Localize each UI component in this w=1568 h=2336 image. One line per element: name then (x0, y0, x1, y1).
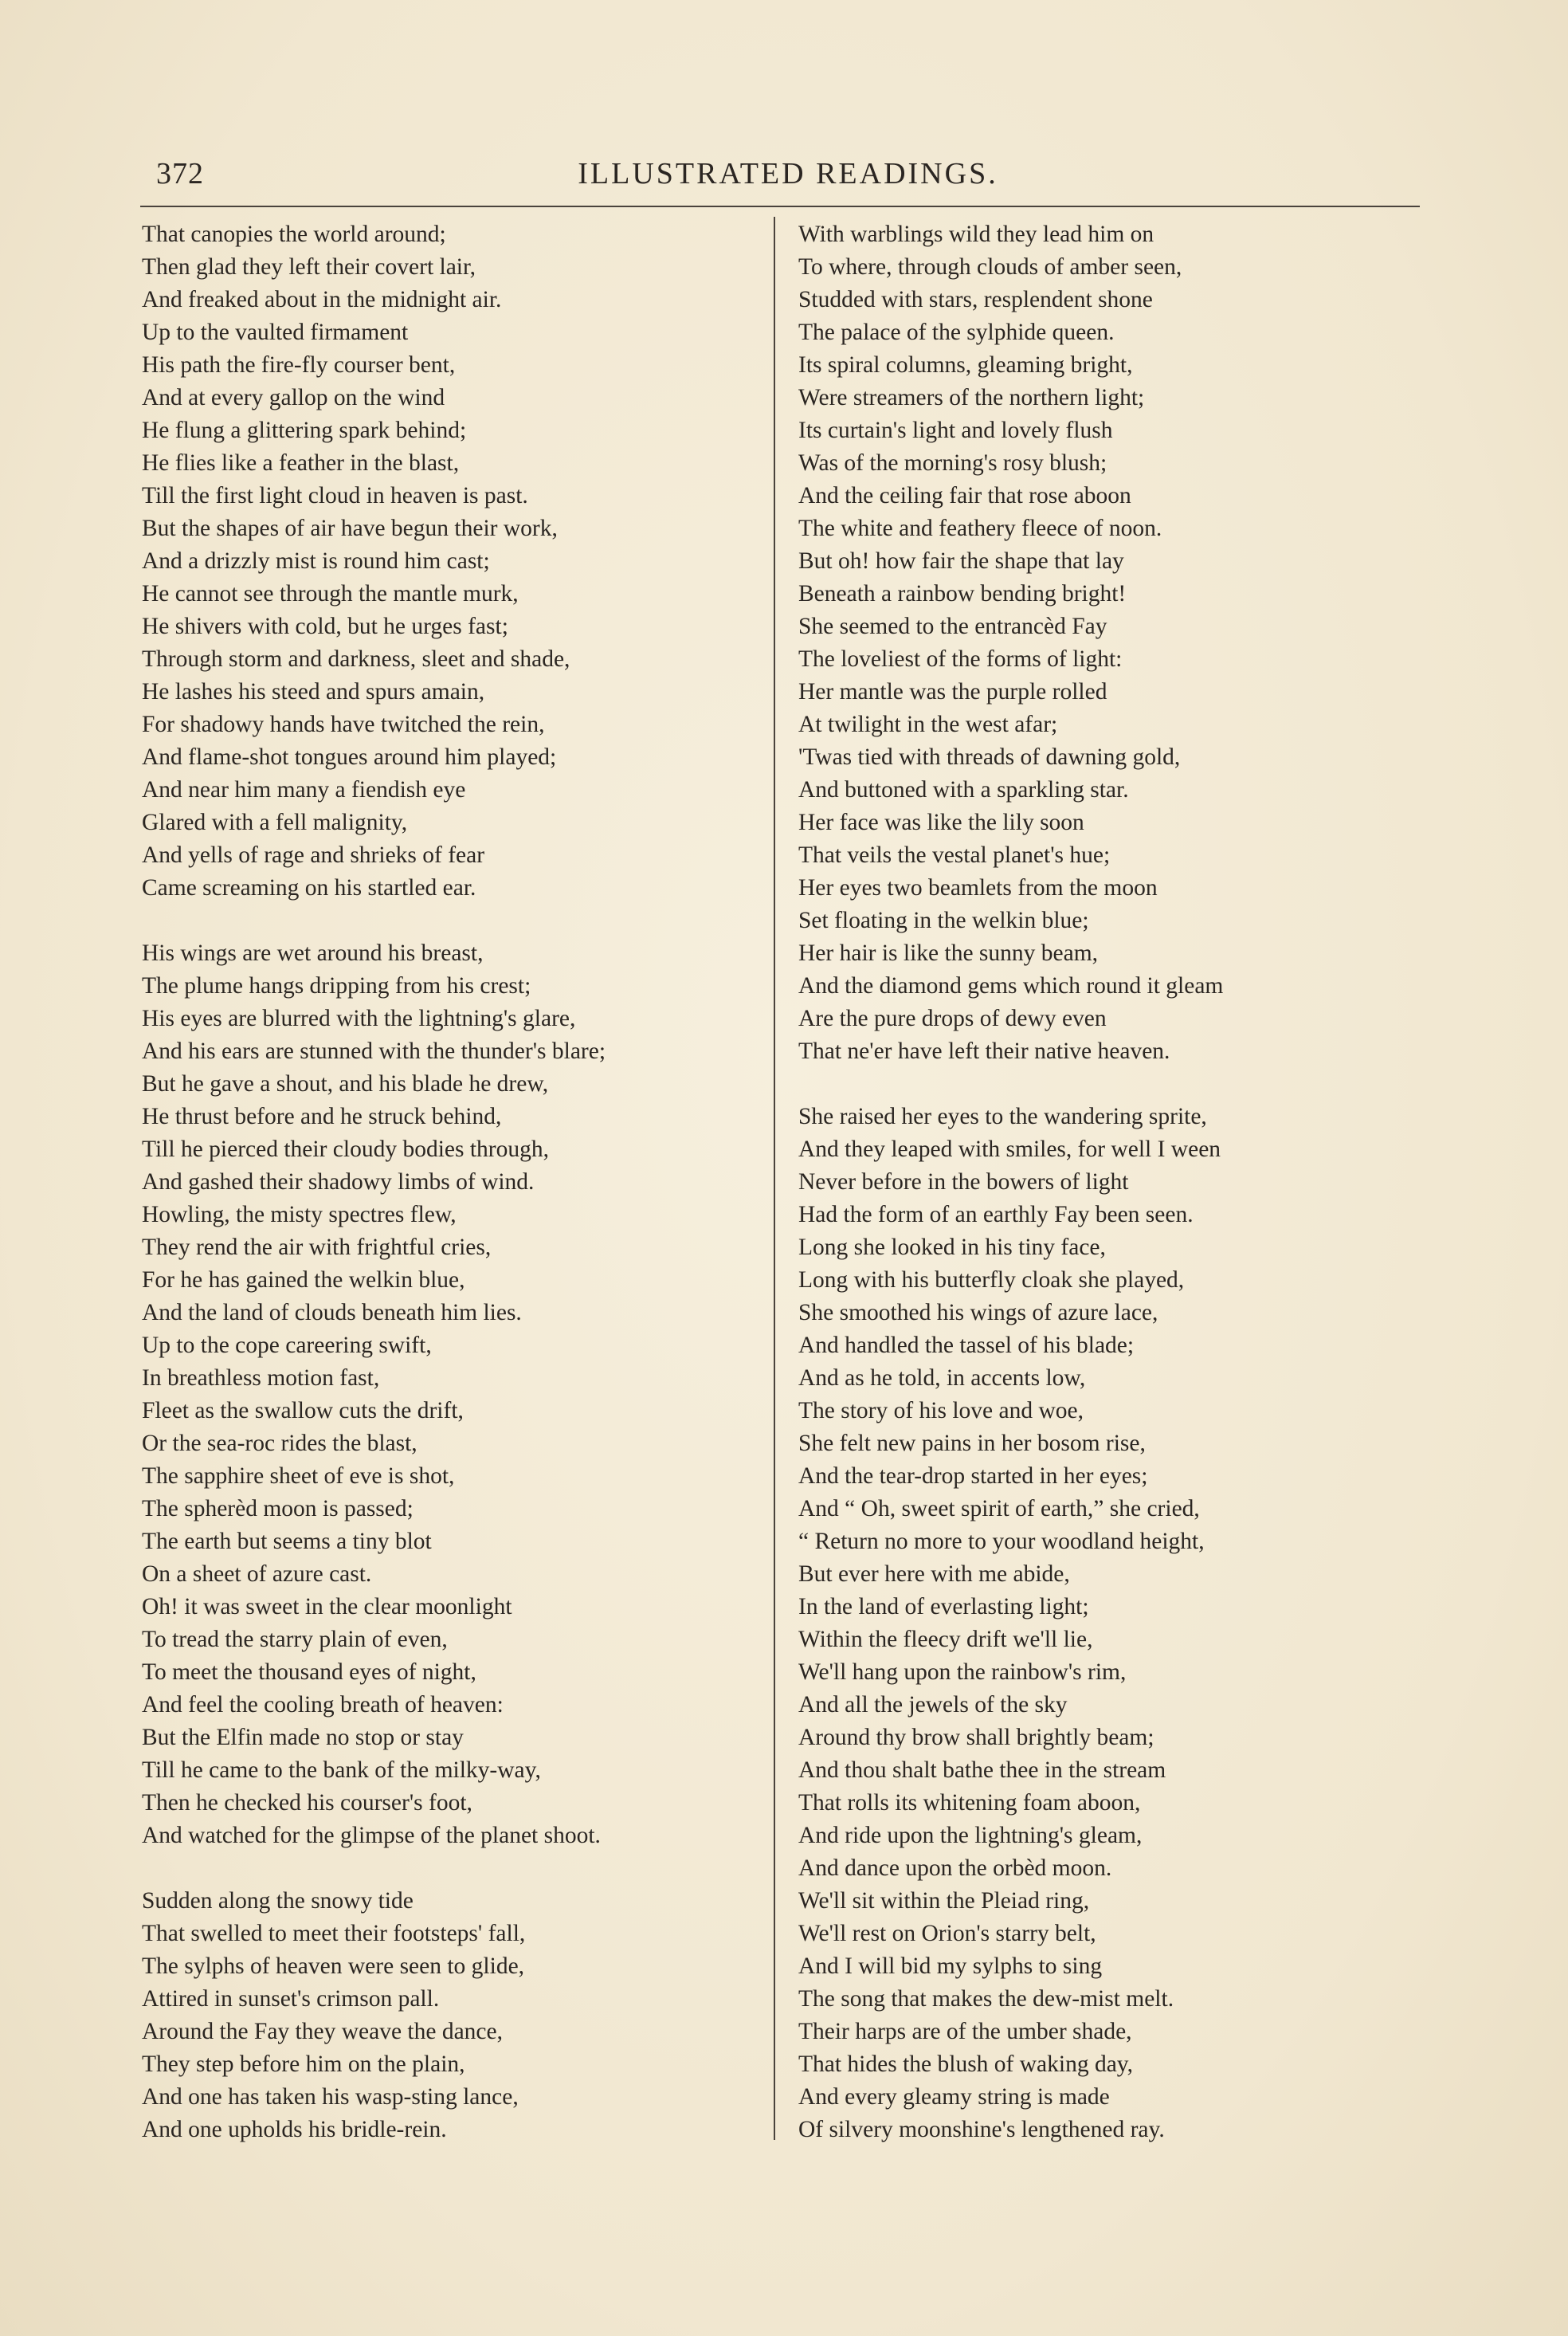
verse-line: Around thy brow shall brightly beam; (798, 1725, 1154, 1750)
verse-line: He thrust before and he struck behind, (142, 1104, 502, 1129)
verse-line: The spherèd moon is passed; (142, 1496, 414, 1521)
verse-line: “ Return no more to your woodland height, (798, 1529, 1205, 1554)
verse-line: Their harps are of the umber shade, (798, 2019, 1132, 2044)
verse-line: He cannot see through the mantle murk, (142, 581, 519, 607)
verse-line: And flame-shot tongues around him played; (142, 744, 557, 770)
verse-line: Beneath a rainbow bending bright! (798, 581, 1127, 607)
verse-line: Were streamers of the northern light; (798, 385, 1145, 410)
verse-line: She smoothed his wings of azure lace, (798, 1300, 1158, 1325)
verse-line: Then glad they left their covert lair, (142, 254, 476, 280)
verse-line: And every gleamy string is made (798, 2084, 1110, 2110)
verse-line: For shadowy hands have twitched the rein, (142, 712, 545, 737)
verse-line: That ne'er have left their native heaven. (798, 1038, 1170, 1064)
verse-line: Long with his butterfly cloak she played, (798, 1267, 1185, 1293)
verse-line: And all the jewels of the sky (798, 1692, 1068, 1718)
verse-line: Then he checked his courser's foot, (142, 1790, 472, 1816)
verse-line: In breathless motion fast, (142, 1365, 380, 1391)
verse-line: The plume hangs dripping from his crest; (142, 973, 531, 999)
verse-line: That rolls its whitening foam aboon, (798, 1790, 1141, 1816)
verse-line: Through storm and darkness, sleet and shade, (142, 646, 570, 672)
verse-line: That hides the blush of waking day, (798, 2051, 1134, 2077)
verse-line: The story of his love and woe, (798, 1398, 1084, 1423)
verse-line: Set floating in the welkin blue; (798, 908, 1089, 933)
verse-line: And one has taken his wasp-sting lance, (142, 2084, 519, 2110)
verse-line: Around the Fay they weave the dance, (142, 2019, 503, 2044)
verse-line: The sylphs of heaven were seen to glide, (142, 1953, 525, 1979)
verse-line: On a sheet of azure cast. (142, 1561, 372, 1587)
verse-line: They step before him on the plain, (142, 2051, 465, 2077)
verse-line: And feel the cooling breath of heaven: (142, 1692, 504, 1718)
verse-line: The palace of the sylphide queen. (798, 320, 1115, 345)
verse-line: And handled the tassel of his blade; (798, 1333, 1135, 1358)
verse-line: We'll sit within the Pleiad ring, (798, 1888, 1090, 1914)
verse-line: And they leaped with smiles, for well I ween (798, 1137, 1221, 1162)
verse-line: Her face was like the lily soon (798, 810, 1084, 835)
verse-line: And the land of clouds beneath him lies. (142, 1300, 522, 1325)
verse-line: And dance upon the orbèd moon. (798, 1855, 1112, 1881)
verse-line: To tread the starry plain of even, (142, 1627, 448, 1652)
verse-line: To where, through clouds of amber seen, (798, 254, 1182, 280)
verse-line: Long she looked in his tiny face, (798, 1235, 1106, 1260)
verse-line: And near him many a fiendish eye (142, 777, 466, 803)
column-divider (774, 217, 775, 2140)
verse-line: Oh! it was sweet in the clear moonlight (142, 1594, 512, 1619)
verse-line: But the shapes of air have begun their work, (142, 516, 558, 541)
verse-line: She raised her eyes to the wandering sprite, (798, 1104, 1207, 1129)
verse-line: In the land of everlasting light; (798, 1594, 1089, 1619)
verse-line: And a drizzly mist is round him cast; (142, 548, 490, 574)
verse-line: Fleet as the swallow cuts the drift, (142, 1398, 464, 1423)
page-number: 372 (156, 157, 204, 190)
verse-line: At twilight in the west afar; (798, 712, 1058, 737)
verse-line: Had the form of an earthly Fay been seen. (798, 1202, 1194, 1227)
verse-line: And his ears are stunned with the thunder's blare; (142, 1038, 606, 1064)
verse-line: And as he told, in accents low, (798, 1365, 1086, 1391)
verse-line: And I will bid my sylphs to sing (798, 1953, 1103, 1979)
verse-line: And gashed their shadowy limbs of wind. (142, 1169, 535, 1195)
verse-line: Are the pure drops of dewy even (798, 1006, 1107, 1031)
verse-line: That swelled to meet their footsteps' fall, (142, 1921, 526, 1946)
verse-line: And at every gallop on the wind (142, 385, 445, 410)
verse-line: Attired in sunset's crimson pall. (142, 1986, 440, 2012)
verse-line: The sapphire sheet of eve is shot, (142, 1463, 455, 1489)
verse-line: And “ Oh, sweet spirit of earth,” she cried, (798, 1496, 1200, 1521)
verse-line: She seemed to the entrancèd Fay (798, 614, 1107, 639)
verse-line: Till he came to the bank of the milky-way, (142, 1757, 541, 1783)
verse-line: Its spiral columns, gleaming bright, (798, 352, 1133, 378)
header-rule (140, 206, 1420, 207)
verse-line: And the diamond gems which round it gleam (798, 973, 1224, 999)
verse-line: We'll rest on Orion's starry belt, (798, 1921, 1096, 1946)
verse-line: Within the fleecy drift we'll lie, (798, 1627, 1093, 1652)
verse-line: Came screaming on his startled ear. (142, 875, 476, 901)
stanza (798, 218, 1404, 1068)
verse-line: We'll hang upon the rainbow's rim, (798, 1659, 1127, 1685)
verse-line: For he has gained the welkin blue, (142, 1267, 465, 1293)
verse-line: He shivers with cold, but he urges fast; (142, 614, 508, 639)
verse-line: And ride upon the lightning's gleam, (798, 1823, 1143, 1848)
verse-line: And the tear-drop started in her eyes; (798, 1463, 1148, 1489)
verse-line: Up to the vaulted firmament (142, 320, 409, 345)
verse-line: The white and feathery fleece of noon. (798, 516, 1162, 541)
verse-line: Till he pierced their cloudy bodies through, (142, 1137, 549, 1162)
verse-line: But the Elfin made no stop or stay (142, 1725, 464, 1750)
verse-line: Of silvery moonshine's lengthened ray. (798, 2117, 1165, 2142)
verse-line: His wings are wet around his breast, (142, 940, 484, 966)
running-title: ILLUSTRATED READINGS. (578, 157, 998, 190)
verse-line: Glared with a fell malignity, (142, 810, 408, 835)
stanza (142, 937, 767, 1852)
stanza (142, 218, 767, 905)
verse-line: That canopies the world around; (142, 222, 446, 247)
verse-line: Studded with stars, resplendent shone (798, 287, 1153, 312)
left-column (142, 218, 767, 2179)
verse-line: His eyes are blurred with the lightning's glare, (142, 1006, 576, 1031)
right-column (798, 218, 1404, 2179)
verse-line: Never before in the bowers of light (798, 1169, 1129, 1195)
verse-line: Was of the morning's rosy blush; (798, 450, 1107, 476)
verse-line: That veils the vestal planet's hue; (798, 842, 1111, 868)
verse-line: He lashes his steed and spurs amain, (142, 679, 485, 705)
verse-line: Sudden along the snowy tide (142, 1888, 414, 1914)
verse-line: And thou shalt bathe thee in the stream (798, 1757, 1166, 1783)
verse-line: The song that makes the dew-mist melt. (798, 1986, 1174, 2012)
verse-line: Her mantle was the purple rolled (798, 679, 1107, 705)
verse-line: He flies like a feather in the blast, (142, 450, 460, 476)
verse-line: Or the sea-roc rides the blast, (142, 1431, 417, 1456)
verse-line: She felt new pains in her bosom rise, (798, 1431, 1146, 1456)
verse-line: But he gave a shout, and his blade he drew, (142, 1071, 549, 1097)
verse-line: But oh! how fair the shape that lay (798, 548, 1124, 574)
verse-line: And the ceiling fair that rose aboon (798, 483, 1131, 508)
verse-line: They rend the air with frightful cries, (142, 1235, 492, 1260)
stanza (798, 1101, 1404, 2146)
verse-line: To meet the thousand eyes of night, (142, 1659, 476, 1685)
stanza (142, 1885, 767, 2146)
verse-line: With warblings wild they lead him on (798, 222, 1154, 247)
page-header (156, 156, 1420, 201)
verse-line: Till the first light cloud in heaven is past. (142, 483, 528, 508)
verse-line: And one upholds his bridle-rein. (142, 2117, 447, 2142)
verse-line: His path the fire-fly courser bent, (142, 352, 456, 378)
verse-line: Up to the cope careering swift, (142, 1333, 432, 1358)
verse-line: Howling, the misty spectres flew, (142, 1202, 457, 1227)
verse-line: The earth but seems a tiny blot (142, 1529, 432, 1554)
verse-line: Her hair is like the sunny beam, (798, 940, 1099, 966)
verse-line: He flung a glittering spark behind; (142, 418, 467, 443)
verse-line: But ever here with me abide, (798, 1561, 1070, 1587)
verse-line: The loveliest of the forms of light: (798, 646, 1123, 672)
verse-line: And yells of rage and shrieks of fear (142, 842, 485, 868)
verse-line: 'Twas tied with threads of dawning gold, (798, 744, 1181, 770)
verse-line: Its curtain's light and lovely flush (798, 418, 1113, 443)
verse-line: Her eyes two beamlets from the moon (798, 875, 1158, 901)
verse-line: And watched for the glimpse of the planet shoot. (142, 1823, 601, 1848)
verse-line: And buttoned with a sparkling star. (798, 777, 1129, 803)
verse-line: And freaked about in the midnight air. (142, 287, 502, 312)
